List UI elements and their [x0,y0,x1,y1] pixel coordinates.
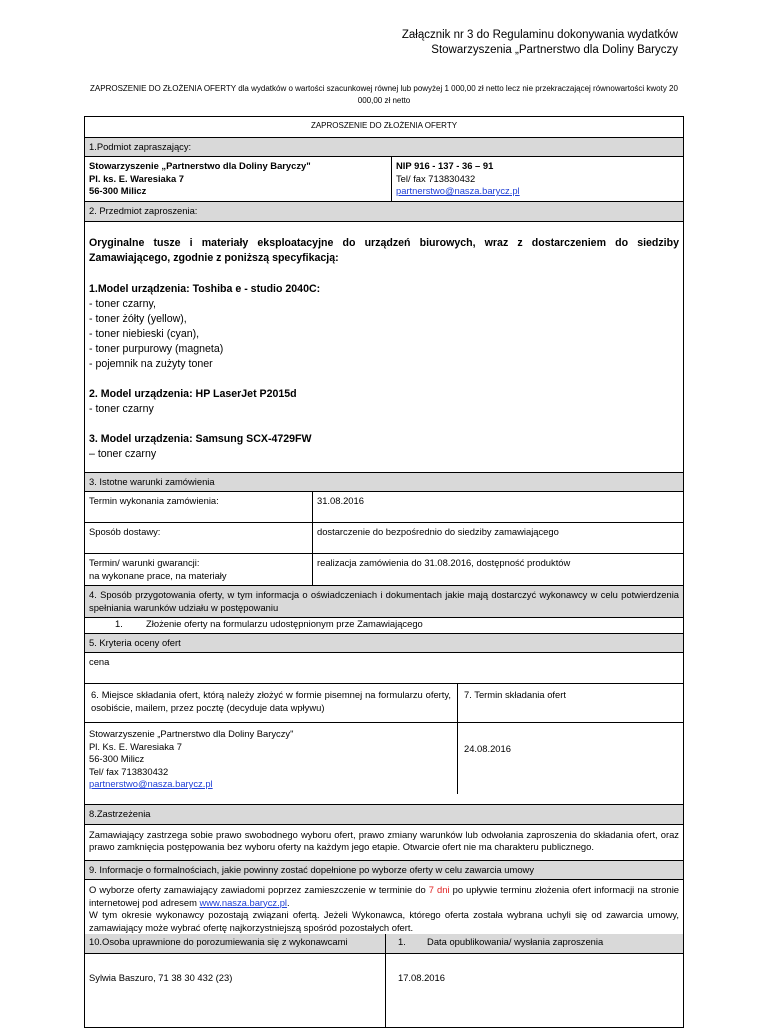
model-3-title: 3. Model urządzenia: Samsung SCX-4729FW [89,432,312,445]
invitation-form [84,116,684,1028]
section-7 [457,684,683,794]
org-block [85,157,391,201]
formalities-paragraph-1: O wyborze oferty zamawiający zawiadomi poprzez zamieszczenie w terminie do 7 dni po upływie terminu złożenia ofert informacji na stronie internetowej pod adresem www.nasza.barycz.pl. [89,884,679,908]
org-email-link[interactable]: partnerstwo@nasza.barycz.pl [396,185,520,196]
section-11-heading [386,934,683,954]
section-2-heading: 2. Przedmiot zaproszenia: [85,201,683,222]
warranty-label [85,554,312,585]
section-4-item-number: 1. [115,618,123,629]
model-1-item-3: - toner niebieski (cyan), [89,327,200,340]
model-1-item-4: - toner purpurowy (magneta) [89,342,224,355]
formalities-paragraph-2: W tym okresie wykonawcy pozostają związani ofertą. Jeżeli Wykonawca, którego oferta została wybrana uchyli się od zawarcia umowy, zamawiający może wybrać ofertę najkorzystniejszą spośród pozostałych ofert. [89,909,679,933]
org-nip: NIP 916 - 137 - 36 – 91 [396,160,494,171]
criteria-value: cena [89,656,110,667]
section-3-heading: 3. Istotne warunki zamówienia [85,472,683,493]
contact-person: Sylwia Baszuro, 71 38 30 432 (23) [89,971,233,983]
reservations-text: Zamawiający zastrzega sobie prawo swobodnego wyboru ofert, prawo zmiany warunków lub odwołania zaproszenia do składania ofert, oraz prawo zamknięcia postępowania bez wyboru oferty na każdym jego etapie. Otwarcie ofert nie ma charakteru publicznego. [89,828,679,852]
section-8-heading: 8.Zastrzeżenia [85,804,683,825]
model-1-item-5: - pojemnik na zużyty toner [89,357,213,370]
section-2-content [85,222,683,472]
section-1-heading: 1.Podmiot zapraszający: [85,137,683,158]
section-11 [385,934,683,1027]
section-6-heading: 6. Miejsce składania ofert, którą należy złożyć w formie pisemnej na formularzu oferty, osobiście, mailem, przez pocztę (decyduje data wpływu) [85,684,457,723]
section-7-heading: 7. Termin składania ofert [458,684,683,723]
delivery-value: dostarczenie do bezpośrednio do siedziby zamawiającego [312,523,683,553]
model-1-title: 1.Model urządzenia: Toshiba e - studio 2040C: [89,282,321,295]
website-link[interactable]: www.nasza.barycz.pl [199,896,288,908]
section-1-content [85,157,683,201]
address-line-2: Pl. Ks. E. Waresiaka 7 [89,740,182,752]
address-line-1: Stowarzyszenie „Partnerstwo dla Doliny Baryczy" [89,728,294,739]
model-1-item-1: - toner czarny, [89,297,156,310]
model-2-item: - toner czarny [89,402,154,415]
submission-deadline: 24.08.2016 [464,743,511,754]
org-name: Stowarzyszenie „Partnerstwo dla Doliny Baryczy" [89,160,311,171]
section-11-title: Data opublikowania/ wysłania zaproszenia [427,936,604,947]
document-header [402,28,678,58]
header-line-2: Stowarzyszenia „Partnerstwo dla Doliny Baryczy [431,44,678,56]
publication-date: 17.08.2016 [398,971,445,983]
section-4-item [85,618,683,633]
org-contact-block [391,157,683,201]
model-1-item-2: - toner żółty (yellow), [89,312,187,325]
org-tel: Tel/ fax 713830432 [396,172,476,184]
section-11-number: 1. [398,936,406,947]
deadline-days: 7 dni [428,884,450,895]
section-10 [85,934,385,1027]
section-5-heading: 5. Kryteria oceny ofert [85,633,683,654]
model-2-title: 2. Model urządzenia: HP LaserJet P2015d [89,387,297,400]
subject-lead: Oryginalne tusze i materiały eksploatacyjne do urządzeń biurowych, wraz z dostarczeniem do siedziby Zamawiającego, zgodnie z poniższą specyfikacją: [89,236,679,264]
formalities-text [85,880,683,934]
conditions-row-2 [85,523,683,554]
warranty-label-line-1: Termin/ warunki gwarancji: [89,557,200,568]
address-line-3: 56-300 Milicz [89,753,145,764]
completion-date-value: 31.08.2016 [312,492,683,522]
model-3-item: – toner czarny [89,447,157,460]
section-6-7 [85,683,683,794]
intro-text: ZAPROSZENIE DO ZŁOŻENIA OFERTY dla wydatków o wartości szacunkowej równej lub powyżej 1 000,00 zł netto lecz nie przekraczającej równowartości kwoty 20 000,00 zł netto [90,84,678,105]
address-email-link[interactable]: partnerstwo@nasza.barycz.pl [89,778,213,789]
address-line-4: Tel/ fax 713830432 [89,765,169,777]
warranty-label-line-2: na wykonane prace, na materiały [89,569,227,581]
org-street: Pl. ks. E. Waresiaka 7 [89,172,185,184]
conditions-row-1 [85,492,683,523]
section-6 [85,684,457,794]
warranty-value: realizacja zamówienia do 31.08.2016, dostępność produktów [312,554,683,585]
form-body [84,137,684,1028]
submission-address [85,723,457,794]
form-title: ZAPROSZENIE DO ZŁOŻENIA OFERTY [84,116,684,137]
completion-date-label: Termin wykonania zamówienia: [89,495,219,506]
conditions-row-3 [85,554,683,585]
section-10-11 [85,934,683,1027]
section-4-heading: 4. Sposób przygotowania oferty, w tym informacja o oświadczeniach i dokumentach jakie mają dostarczyć wykonawcy w celu potwierdzenia spełniania warunków udziału w postępowaniu [85,585,683,618]
section-4-item-text: Złożenie oferty na formularzu udostępnionym prze Zamawiającego [146,618,423,629]
header-line-1: Załącznik nr 3 do Regulaminu dokonywania wydatków [401,29,678,41]
org-city: 56-300 Milicz [89,185,147,196]
delivery-label: Sposób dostawy: [89,526,161,537]
section-9-heading: 9. Informacje o formalnościach, jakie powinny zostać dopełnione po wyborze oferty w celu zawarcia umowy [85,860,683,881]
section-10-heading: 10.Osoba uprawnione do porozumiewania się z wykonawcami [85,934,385,954]
